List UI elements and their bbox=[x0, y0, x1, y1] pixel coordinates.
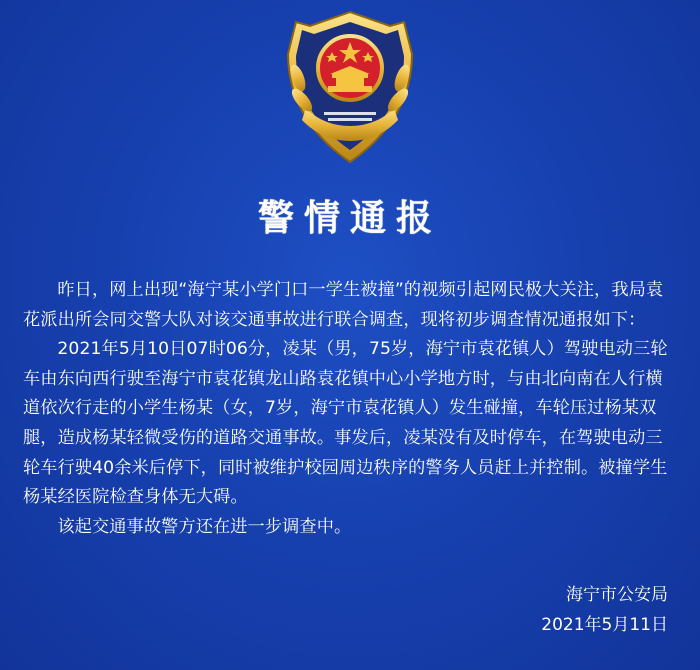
notice-body bbox=[23, 276, 679, 542]
notice-title: 警情通报 bbox=[257, 198, 442, 239]
issue-date: 2021年5月11日 bbox=[541, 615, 668, 635]
police-badge-icon bbox=[268, 8, 432, 170]
issuer-name: 海宁市公安局 bbox=[566, 585, 668, 605]
signature-block bbox=[541, 580, 668, 640]
notice-paragraph: 昨日，网上出现“海宁某小学门口一学生被撞”的视频引起网民极大关注，我局袁花派出所会同交警大队对该交通事故进行联合调查，现将初步调查情况通报如下： bbox=[23, 280, 664, 330]
notice-paragraph: 该起交通事故警方还在进一步调查中。 bbox=[57, 516, 352, 537]
notice-paragraph: 2021年5月10日07时06分，凌某（男，75岁，海宁市袁花镇人）驾驶电动三轮车由东向西行驶至海宁市袁花镇龙山路袁花镇中心小学地方时，与由北向南在人行横道依次行走的小学生杨某（女，7岁，海宁市袁花镇人）发生碰撞，车轮压过杨某双腿，造成杨某轻微受伤的道路交通事故。事发后，凌某没有及时停车，在驾驶电动三轮车行驶40余米后停下，同时被维护校园周边秩序的警务人员赶上并控制。被撞学生杨某经医院检查身体无大碍。 bbox=[23, 339, 668, 508]
